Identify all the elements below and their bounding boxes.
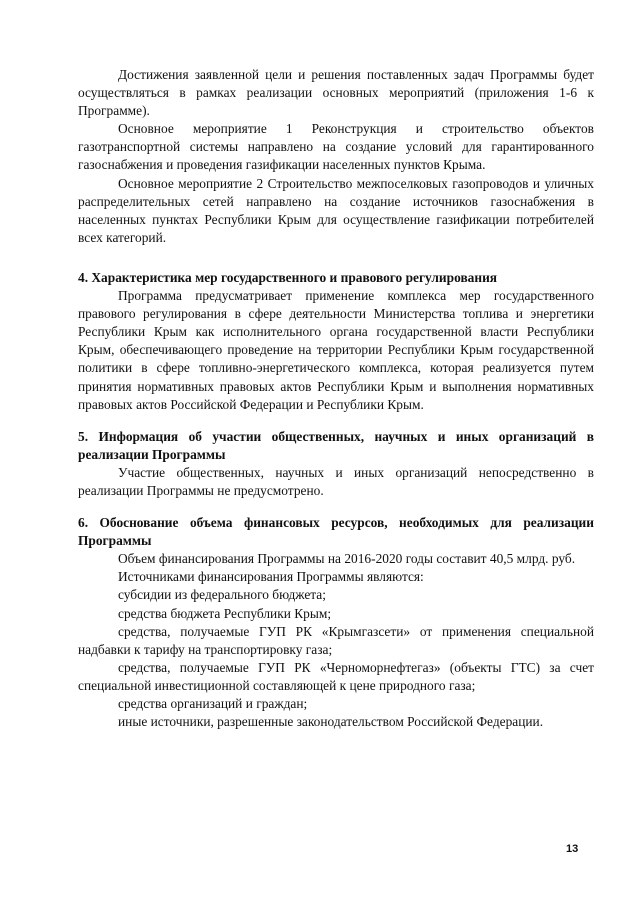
section-6-paragraph-7: средства организаций и граждан; — [118, 696, 308, 711]
page-number: 13 — [566, 843, 579, 855]
section-6-paragraph-1: Объем финансирования Программы на 2016-2020 годы составит 40,5 млрд. руб. — [118, 551, 576, 567]
section-6-paragraph-8: иные источники, разрешенные законодательством Российской Федерации. — [118, 714, 544, 730]
section-5-text: Участие общественных, научных и иных организаций непосредственно в реализации Программы не предусмотрено. — [78, 464, 594, 498]
section-6-paragraph-6: средства, получаемые ГУП РК «Черноморнефтегаз» (объекты ГТС) за счет специальной инвестиционной составляющей к цене природного газа; — [78, 659, 594, 693]
intro-paragraph-1: Достижения заявленной цели и решения поставленных задач Программы будет осуществляться в рамках реализации основных мероприятий (приложения 1-6 к Программе). — [78, 67, 594, 119]
section-6-paragraph-2: Источниками финансирования Программы являются: — [118, 569, 424, 585]
section-6-heading: 6. Обоснование объема финансовых ресурсов, необходимых для реализации Программы — [78, 515, 594, 549]
section-4-text: Программа предусматривает применение комплекса мер государственного правового регулирования в сфере деятельности Министерства топлива и энергетики Республики Крым как исполнительного органа государственной власти Республики Крым, обеспечивающего проведение на территории Республики Крым государственной политики в сфере топливно-энергетического комплекса, которая реализуется путем принятия нормативных правовых актов Республики Крым и выполнения нормативных правовых актов Российской Федерации и Республики Крым. — [78, 288, 594, 412]
section-4-heading: 4. Характеристика мер государственного и правового регулирования — [78, 269, 498, 285]
section-6-paragraph-4: средства бюджета Республики Крым; — [118, 605, 332, 621]
intro-paragraph-3: Основное мероприятие 2 Строительство межпоселковых газопроводов и уличных распределительных сетей направлено на создание источников газоснабжения в населенных пунктах Республики Крым для осуществление газификации потребителей всех категорий. — [78, 175, 594, 245]
section-6-paragraph-3: субсидии из федерального бюджета; — [118, 587, 326, 603]
section-5-heading: 5. Информация об участии общественных, научных и иных организаций в реализации Программы — [78, 428, 594, 462]
intro-paragraph-2: Основное мероприятие 1 Реконструкция и строительство объектов газотранспортной системы направлено на создание условий для гарантированного газоснабжения и проведения газификации населенных пунктов Крыма. — [78, 121, 594, 173]
section-6-paragraph-5: средства, получаемые ГУП РК «Крымгазсети» от применения специальной надбавки к тарифу на транспортировку газа; — [78, 623, 594, 657]
